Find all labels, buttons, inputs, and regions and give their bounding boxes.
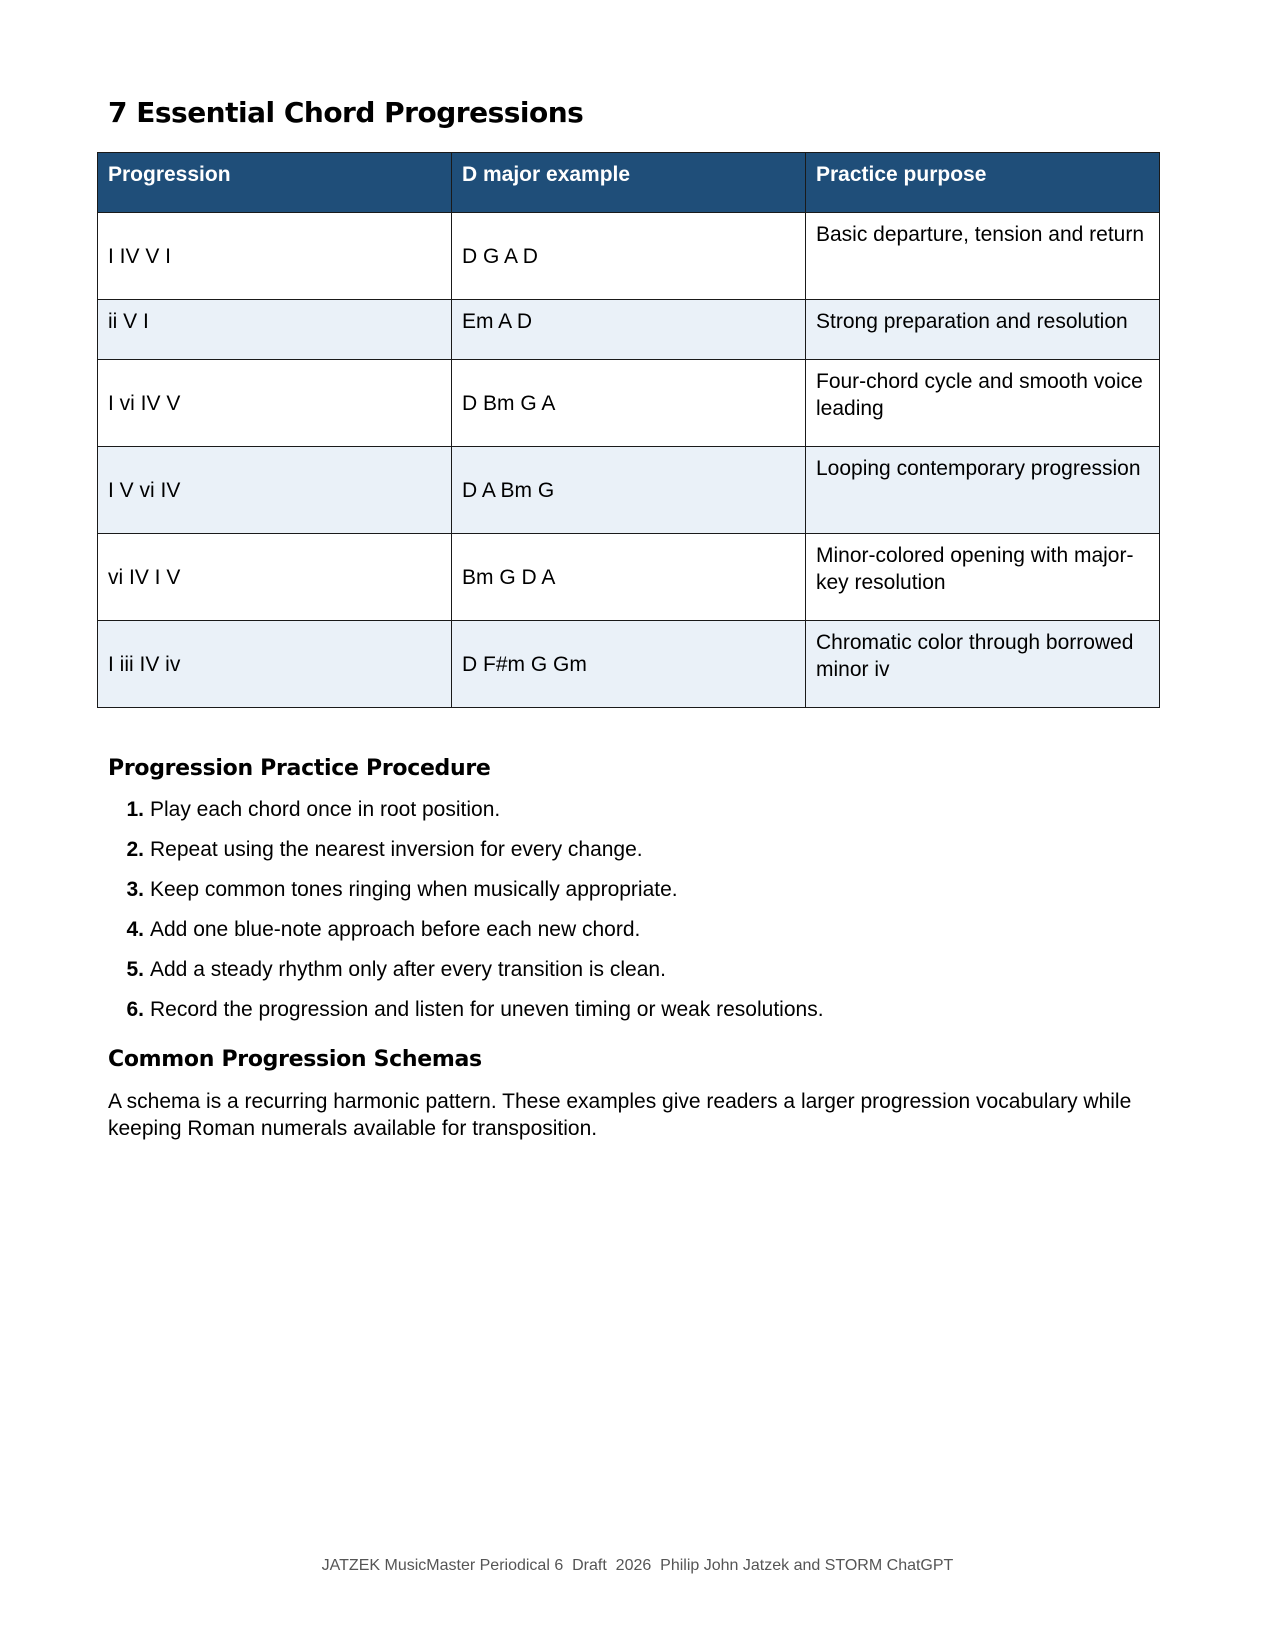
list-item <box>108 836 824 876</box>
step-text: Play each chord once in root position. <box>150 798 501 821</box>
table-row <box>98 300 1160 360</box>
progression-cell: I IV V I <box>98 213 452 300</box>
progression-cell: ii V I <box>98 300 452 360</box>
schemas-heading: Common Progression Schemas <box>108 1047 482 1072</box>
table-row <box>98 447 1160 534</box>
progressions-table <box>97 152 1160 708</box>
step-text: Add a steady rhythm only after every transition is clean. <box>150 958 666 981</box>
list-item <box>108 996 824 1036</box>
procedure-heading: Progression Practice Procedure <box>108 756 491 781</box>
purpose-cell: Strong preparation and resolution <box>806 300 1160 360</box>
purpose-cell: Looping contemporary progression <box>806 447 1160 534</box>
example-cell: Em A D <box>452 300 806 360</box>
step-text: Record the progression and listen for uneven timing or weak resolutions. <box>150 998 824 1021</box>
step-number: 5. <box>126 958 144 981</box>
list-item <box>108 876 824 916</box>
example-cell: D G A D <box>452 213 806 300</box>
column-header-practice-purpose: Practice purpose <box>806 153 1160 213</box>
column-header-progression: Progression <box>98 153 452 213</box>
table-row <box>98 621 1160 708</box>
purpose-cell: Chromatic color through borrowed minor iv <box>806 621 1160 708</box>
purpose-cell: Basic departure, tension and return <box>806 213 1160 300</box>
page-footer: JATZEK MusicMaster Periodical 6 Draft 2026 Philip John Jatzek and STORM ChatGPT <box>321 1557 954 1574</box>
schemas-paragraph: A schema is a recurring harmonic pattern. These examples give readers a larger progression vocabulary while keeping Roman numerals available for transposition. <box>108 1090 1132 1140</box>
list-item <box>108 796 824 836</box>
step-text: Add one blue-note approach before each new chord. <box>150 918 641 941</box>
table-row <box>98 213 1160 300</box>
procedure-steps-list <box>108 796 824 1036</box>
page-title: 7 Essential Chord Progressions <box>108 96 584 129</box>
step-number: 1. <box>126 798 144 821</box>
example-cell: D A Bm G <box>452 447 806 534</box>
table-row <box>98 360 1160 447</box>
step-number: 3. <box>126 878 144 901</box>
progression-cell: I vi IV V <box>98 360 452 447</box>
progression-cell: vi IV I V <box>98 534 452 621</box>
step-number: 4. <box>126 918 144 941</box>
list-item <box>108 916 824 956</box>
example-cell: D Bm G A <box>452 360 806 447</box>
step-text: Repeat using the nearest inversion for every change. <box>150 838 643 861</box>
example-cell: D F#m G Gm <box>452 621 806 708</box>
purpose-cell: Minor-colored opening with major-key resolution <box>806 534 1160 621</box>
step-text: Keep common tones ringing when musically appropriate. <box>150 878 678 901</box>
step-number: 2. <box>126 838 144 861</box>
table-header-row <box>98 153 1160 213</box>
step-number: 6. <box>126 998 144 1021</box>
progression-cell: I iii IV iv <box>98 621 452 708</box>
table-row <box>98 534 1160 621</box>
progression-cell: I V vi IV <box>98 447 452 534</box>
column-header-d-major-example: D major example <box>452 153 806 213</box>
list-item <box>108 956 824 996</box>
purpose-cell: Four-chord cycle and smooth voice leading <box>806 360 1160 447</box>
example-cell: Bm G D A <box>452 534 806 621</box>
